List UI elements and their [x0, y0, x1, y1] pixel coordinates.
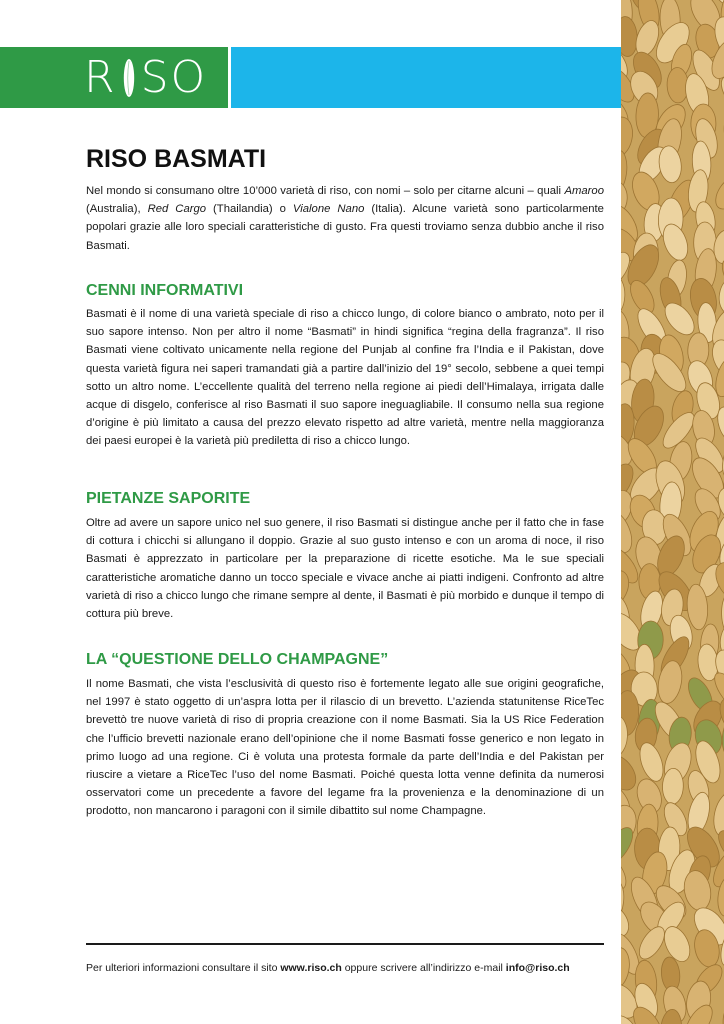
- intro-text-3: (Thailandia) o: [206, 203, 293, 216]
- rice-grain-icon: [123, 58, 135, 98]
- rice-grains-image: [621, 0, 724, 1024]
- section-text-cenni: Basmati è il nome di una varietà speciale di riso a chicco lungo, di colore bianco o ambrato, noto per il suo sapore intenso. Non per altro il nome “Basmati” in hindi significa “regina della fragranza”. Il riso Basmati viene coltivato unicamente nella regione del Punjab al confine fra l’India e il Pakistan, dove questa varietà figura nei saperi tramandati già a partire dall’inizio del 19° secolo, sebbene a quei tempi sotto un altro nome. L’eccellente qualità del terreno nella regione ai piedi dell’Himalaya, irrigata dalle acque di disgelo, conferisce al riso Basmati il suo sapore ineguagliabile. Il consumo nella sua regione d’origine è più limitato a causa del prezzo elevato rispetto ad altre varietà, mentre nella maggioranza dei paesi europei è la varietà più prediletta di riso a chicco lungo.: [86, 308, 604, 448]
- footer-text-1: Per ulteriori informazioni consultare il sito: [86, 962, 281, 974]
- variety-amaroo: Amaroo: [564, 185, 604, 197]
- intro-paragraph: [86, 182, 604, 255]
- footer-note: [86, 961, 616, 975]
- section-heading-champagne: LA “QUESTIONE DELLO CHAMPAGNE”: [86, 651, 389, 668]
- riso-logo: [84, 50, 207, 106]
- logo-letter-r: R: [84, 52, 117, 103]
- variety-vialone-nano: Vialone Nano: [292, 203, 365, 216]
- document-title: RISO BASMATI: [86, 145, 267, 173]
- intro-text-2: (Australia),: [86, 203, 148, 216]
- footer-text-2: oppure scrivere all’indirizzo e-mail: [341, 962, 506, 974]
- email-link[interactable]: info@riso.ch: [505, 962, 570, 974]
- variety-red-cargo: Red Cargo: [147, 203, 207, 216]
- section-heading-pietanze: PIETANZE SAPORITE: [86, 490, 251, 507]
- intro-text-1: Nel mondo si consumano oltre 10’000 varietà di riso, con nomi – solo per citarne alcuni – quali: [86, 185, 565, 197]
- logo-letters-so: SO: [140, 52, 208, 103]
- section-text-champagne: Il nome Basmati, che vista l’esclusività di questo riso è fortemente legato alle sue origini geografiche, nel 1997 è stato oggetto di un’aspra lotta per il rilascio di un brevetto. L’azienda statunitense RiceTec brevettò tre nuove varietà di riso di propria creazione con il nome Basmati. Sia la US Rice Federation che l’ufficio brevetti nazionale erano dell’opinione che il nome Basmati fosse generico e non legato in primo luogo ad una regione. Ci è voluta una protesta formale da parte dell’India e del Pakistan per riuscire a vietare a RiceTec l’uso del nome Basmati. Poiché questa lotta venne definita da numerosi osservatori come un precedente a favore del legame fra la provenienza e la denominazione di un prodotto, non mancarono i paragoni con il simile dibattito sul nome Champagne.: [86, 678, 604, 818]
- section-text-pietanze: Oltre ad avere un sapore unico nel suo genere, il riso Basmati si distingue anche per il fatto che in fase di cottura i chicchi si allungano il doppio. Grazie al suo gusto intenso e con un aroma di noce, il riso Basmati è apprezzato in particolare per la preparazione di ricette esotiche. Ma le sue speciali caratteristiche aromatiche danno un tocco speciale e vivace anche ai piatti indigeni. Confronto ad altre varietà di riso a chicco lungo che rimane sempre al dente, il Basmati è più morbido e dunque il tempo di cottura più breve.: [86, 517, 604, 621]
- intro-text-4: (Italia). Alcune varietà sono particolarmente popolari grazie alle loro speciali caratteristiche di gusto. Fra questi troviamo senza dubbio anche il riso Basmati.: [86, 203, 604, 252]
- website-link[interactable]: www.riso.ch: [280, 962, 342, 974]
- header-blue-bar: [231, 47, 621, 108]
- footer-divider: [86, 943, 604, 945]
- section-heading-cenni: CENNI INFORMATIVI: [86, 282, 244, 299]
